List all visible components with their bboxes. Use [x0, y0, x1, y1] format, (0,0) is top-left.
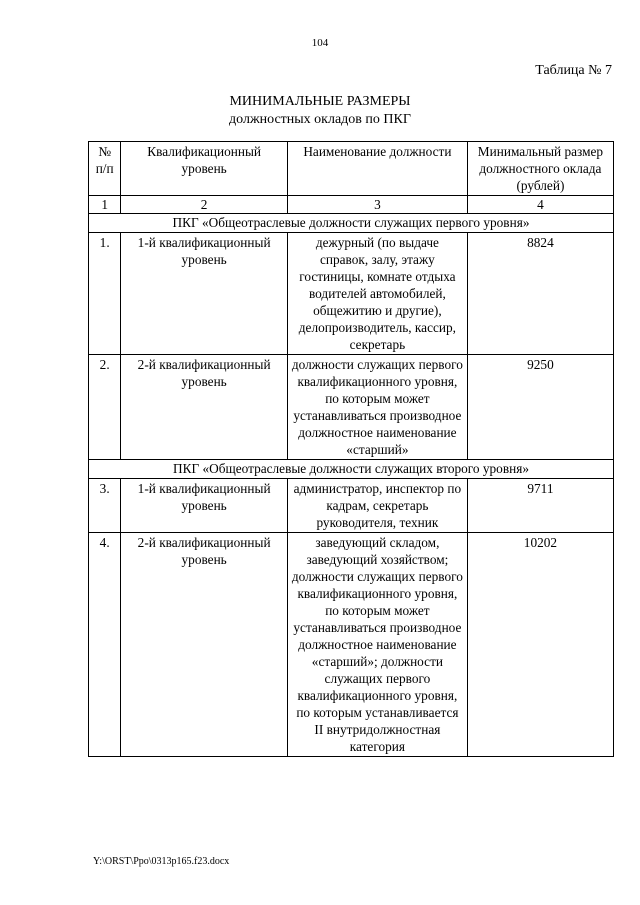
row-position: заведующий складом, заведующий хозяйством; должности служащих первого квалификационного уровня, по которым может устанавливаться производное должностное наименование «старший»; должности служащих первого квалификационного уровня, по которым устанавливается II внутридолжностная категория: [287, 533, 467, 757]
row-level: 2-й квалификационный уровень: [121, 355, 288, 460]
row-salary: 8824: [467, 233, 613, 355]
row-salary: 10202: [467, 533, 613, 757]
table-row: [89, 533, 614, 757]
row-number: 2.: [89, 355, 121, 460]
header-level: Квалификационный уровень: [121, 142, 288, 196]
row-position: администратор, инспектор по кадрам, секретарь руководителя, техник: [287, 479, 467, 533]
row-position: дежурный (по выдаче справок, залу, этажу гостиницы, комнате отдыха водителей автомобилей, общежитию и другие), делопроизводитель, кассир, секретарь: [287, 233, 467, 355]
group-row: [89, 214, 614, 233]
title-line-1: МИНИМАЛЬНЫЕ РАЗМЕРЫ: [229, 94, 411, 109]
column-index: 1: [89, 196, 121, 214]
row-number: 4.: [89, 533, 121, 757]
row-number: 1.: [89, 233, 121, 355]
column-index-row: [89, 196, 614, 214]
column-index: 4: [467, 196, 613, 214]
row-level: 2-й квалификационный уровень: [121, 533, 288, 757]
group-heading-2: ПКГ «Общеотраслевые должности служащих второго уровня»: [89, 460, 614, 479]
table-row: [89, 233, 614, 355]
table-row: [89, 479, 614, 533]
group-heading-1: ПКГ «Общеотраслевые должности служащих первого уровня»: [89, 214, 614, 233]
row-number: 3.: [89, 479, 121, 533]
table-caption: Таблица № 7: [535, 63, 612, 78]
header-number: № п/п: [89, 142, 121, 196]
row-level: 1-й квалификационный уровень: [121, 479, 288, 533]
document-title: [0, 93, 640, 129]
row-salary: 9711: [467, 479, 613, 533]
title-line-2: должностных окладов по ПКГ: [229, 112, 411, 127]
table-header-row: [89, 142, 614, 196]
header-position: Наименование должности: [287, 142, 467, 196]
footer-file-path: Y:\ORST\Ppo\0313p165.f23.docx: [93, 856, 230, 867]
table-row: [89, 355, 614, 460]
group-row: [89, 460, 614, 479]
row-salary: 9250: [467, 355, 613, 460]
salary-table: [88, 141, 614, 757]
row-position: должности служащих первого квалификационного уровня, по которым может устанавливаться производное должностное наименование «старший»: [287, 355, 467, 460]
header-salary: Минимальный размер должностного оклада (рублей): [467, 142, 613, 196]
column-index: 2: [121, 196, 288, 214]
page-number: 104: [311, 37, 329, 49]
row-level: 1-й квалификационный уровень: [121, 233, 288, 355]
column-index: 3: [287, 196, 467, 214]
